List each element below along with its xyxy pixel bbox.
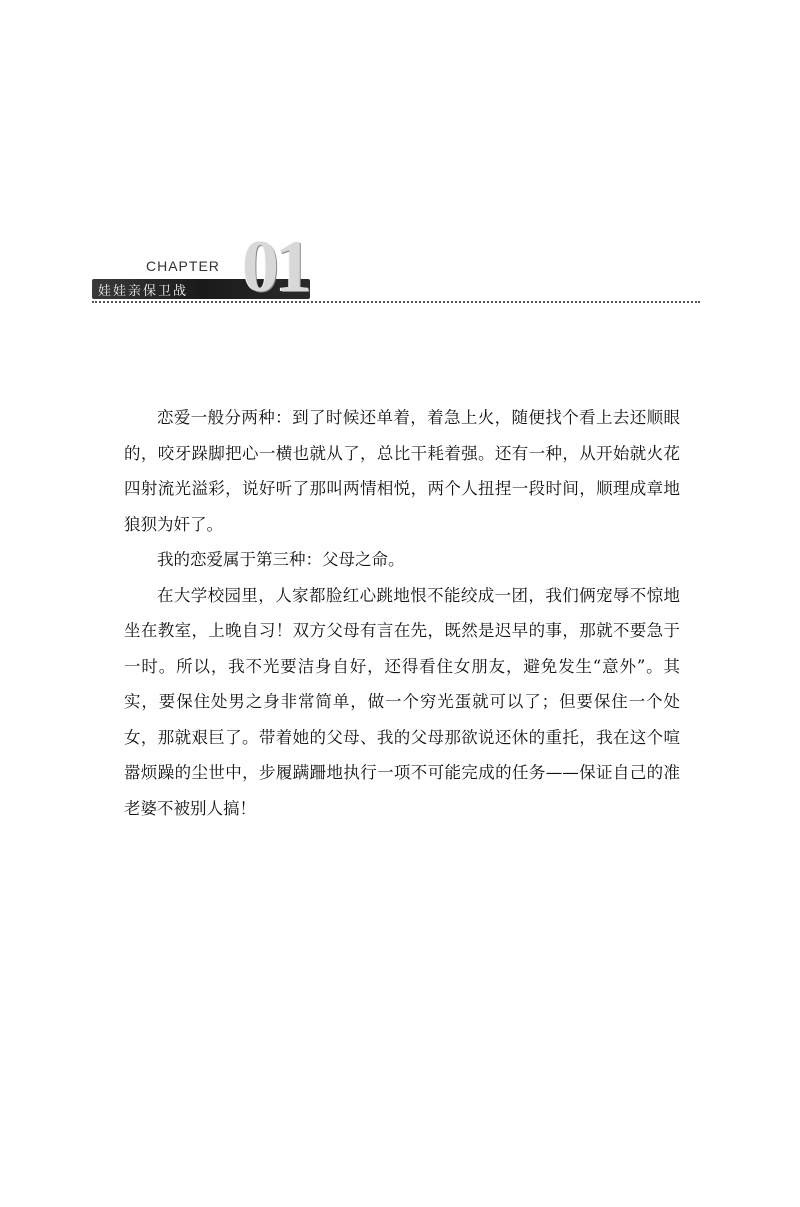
chapter-word: CHAPTER [146, 258, 220, 274]
chapter-header [92, 226, 320, 308]
chapter-subtitle: 娃娃亲保卫战 [98, 284, 189, 299]
body-text [124, 400, 680, 826]
header-dotted-rule [92, 301, 700, 303]
paragraph: 我的恋爱属于第三种：父母之命。 [157, 550, 405, 569]
paragraph: 在大学校园里，人家都脸红心跳地恨不能绞成一团，我们俩宠辱不惊地坐在教室，上晚自习！双方父母有言在先，既然是迟早的事，那就不要急于一时。所以，我不光要洁身自好，还得看住女朋友，避免发生“意外”。其实，要保住处男之身非常简单，做一个穷光蛋就可以了；但要保住一个处女，那就艰巨了。带着她的父母、我的父母那欲说还休的重托，我在这个喧嚣烦躁的尘世中，步履蹒跚地执行一项不可能完成的任务——保证自己的准老婆不被别人搞！ [124, 585, 680, 818]
chapter-number: 01 [242, 226, 308, 308]
paragraph: 恋爱一般分两种：到了时候还单着，着急上火，随便找个看上去还顺眼的，咬牙跺脚把心一横也就从了，总比干耗着强。还有一种，从开始就火花四射流光溢彩，说好听了那叫两情相悦，两个人扭捏一段时间，顺理成章地狼狈为奸了。 [124, 408, 680, 534]
